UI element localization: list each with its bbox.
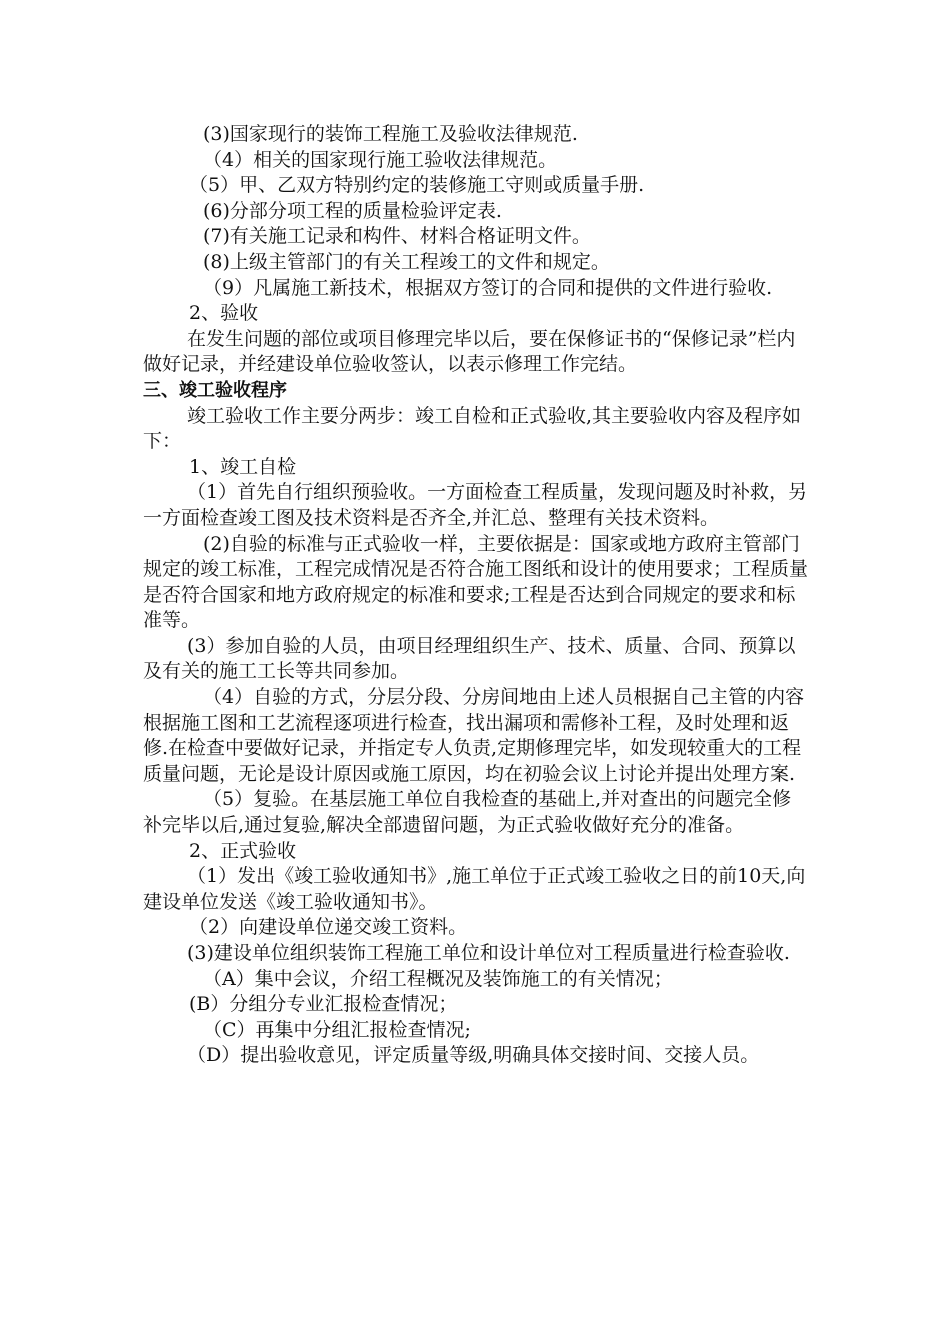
document-body (143, 122, 808, 1069)
paragraph-line: (3)国家现行的装饰工程施工及验收法律规范. (203, 123, 578, 145)
subheading: 1、竣工自检 (189, 455, 297, 478)
paragraph-line: (7)有关施工记录和构件、材料合格证明文件。 (203, 225, 591, 248)
paragraph: (3）参加自验的人员，由项目经理组织生产、技术、质量、合同、预算以及有关的施工工长等共同参加。 (143, 634, 796, 683)
paragraph: （1）首先自行组织预验收。一方面检查工程质量，发现问题及时补救，另一方面检查竣工图及技术资料是否齐全,并汇总、整理有关技术资料。 (143, 481, 808, 529)
paragraph-line: (6)分部分项工程的质量检验评定表. (203, 199, 502, 222)
paragraph-line: （2）向建设单位递交竣工资料。 (189, 916, 468, 939)
paragraph-line: (8)上级主管部门的有关工程竣工的文件和规定。 (203, 250, 610, 273)
paragraph: (2)自验的标准与正式验收一样，主要依据是：国家或地方政府主管部门规定的竣工标准，工程完成情况是否符合施工图纸和设计的使用要求；工程质量是否符合国家和地方政府规定的标准和要求;工程是否达到合同规定的要求和标准等。 (143, 532, 809, 632)
paragraph: （1）发出《竣工验收通知书》,施工单位于正式竣工验收之日的前10天,向建设单位发送《竣工验收通知书》。 (143, 865, 806, 913)
paragraph: 竣工验收工作主要分两步：竣工自检和正式验收,其主要验收内容及程序如下： (143, 404, 802, 453)
subheading: 2、验收 (189, 302, 259, 325)
paragraph: 在发生问题的部位或项目修理完毕以后，要在保修证书的“保修记录”栏内做好记录，并经建设单位验收签认，以表示修理工作完结。 (143, 327, 796, 376)
paragraph-line: (B）分组分专业汇报检查情况； (189, 993, 458, 1016)
paragraph: （4）自验的方式，分层分段、分房间地由上述人员根据自己主管的内容根据施工图和工艺流程逐项进行检查，找出漏项和需修补工程，及时处理和返修.在检查中要做好记录，并指定专人负责,定期修理完毕，如发现较重大的工程质量问题，无论是设计原因或施工原因，均在初验会议上讨论并提出处理方案. (143, 686, 805, 785)
paragraph-line: （5）甲、乙双方特别约定的装修施工守则或质量手册. (189, 174, 645, 197)
paragraph: （5）复验。在基层施工单位自我检查的基础上,并对查出的问题完全修补完毕以后,通过复验,解决全部遗留问题，为正式验收做好充分的准备。 (143, 788, 792, 837)
paragraph-line: （A）集中会议，介绍工程概况及装饰施工的有关情况； (203, 967, 673, 990)
section-heading: 三、竣工验收程序 (143, 379, 287, 401)
subheading: 2、正式验收 (189, 839, 297, 862)
paragraph-line: （4）相关的国家现行施工验收法律规范。 (203, 148, 558, 171)
paragraph-line: （C）再集中分组汇报检查情况; (203, 1018, 471, 1041)
paragraph: （D）提出验收意见，评定质量等级,明确具体交接时间、交接人员。 (187, 1044, 760, 1067)
paragraph: (3)建设单位组织装饰工程施工单位和设计单位对工程质量进行检查验收. (187, 942, 790, 964)
paragraph: （9）凡属施工新技术，根据双方签订的合同和提供的文件进行验收. (203, 276, 773, 299)
